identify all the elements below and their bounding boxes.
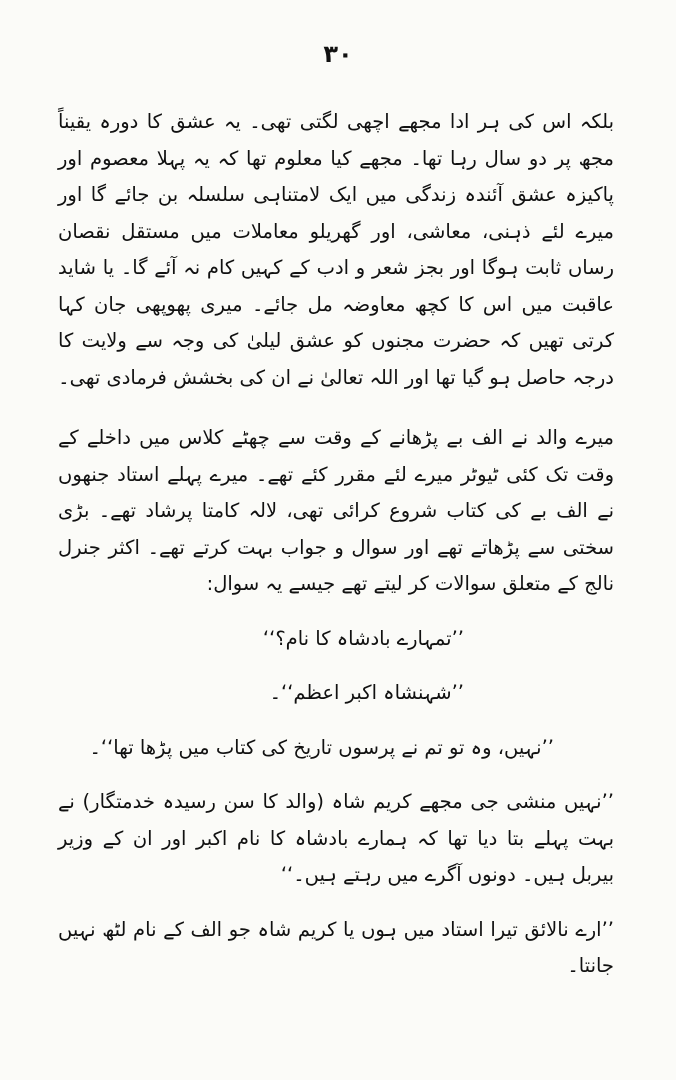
dialogue-line-1: ’’تمہارے بادشاہ کا نام؟‘‘ (262, 626, 464, 650)
dialogue-line-3: ’’نہیں، وہ تو تم نے پرسوں تاریخ کی کتاب میں پڑھا تھا‘‘۔ (89, 735, 554, 759)
paragraph-2: میرے والد نے الف بے پڑھانے کے وقت سے چھٹے کلاس میں داخلے کے وقت تک کئی ٹیوٹر میرے لئے مقرر کئے تھے۔ میرے پہلے استاد جنھوں نے الف بے کی کتاب شروع کرائی تھی، لالہ کامتا پرشاد تھے۔ بڑی سختی سے پڑھاتے تھے اور سوال و جواب بہت کرتے تھے۔ اکثر جنرل نالج کے متعلق سوالات کر لیتے تھے جیسے یہ سوال: (58, 426, 614, 595)
dialogue-line-4: ’’نہیں منشی جی مجھے کریم شاہ (والد کا سن رسیدہ خدمتگار) نے بہت پہلے بتا دیا تھا کہ ہمارے بادشاہ کا نام اکبر اور ان کے وزیر بیربل ہیں۔ دونوں آگرے میں رہتے ہیں۔‘‘ (58, 790, 614, 886)
paragraph-1: بلکہ اس کی ہر ادا مجھے اچھی لگتی تھی۔ یہ عشق کا دورہ یقیناً مجھ پر دو سال رہا تھا۔ مجھے کیا معلوم تھا کہ یہ پہلا معصوم اور پاکیزہ عشق آئندہ زندگی میں ایک لامتناہی سلسلہ بن جائے گا اور میرے لئے ذہنی، معاشی، اور گھریلو معاملات میں مستقل نقصان رساں ثابت ہوگا اور بجز شعر و ادب کے کہیں کام نہ آئے گا۔ یا شاید عاقبت میں اس کا کچھ معاوضہ مل جائے۔ میری پھوپھی جان کہا کرتی تھیں کہ حضرت مجنوں کو عشق لیلیٰ کی وجہ سے ولایت کا درجہ حاصل ہو گیا تھا اور اللہ تعالیٰ نے ان کی بخشش فرمادی تھی۔ (58, 110, 614, 389)
dialogue-line-2: ’’شہنشاہ اکبر اعظم‘‘۔ (269, 681, 464, 704)
page-number: ۳۰ (323, 40, 353, 68)
page-body (58, 104, 614, 985)
dialogue-line-5: ’’ارے نالائق تیرا استاد میں ہوں یا کریم شاہ جو الف کے نام لٹھ نہیں جانتا۔ (58, 917, 614, 977)
